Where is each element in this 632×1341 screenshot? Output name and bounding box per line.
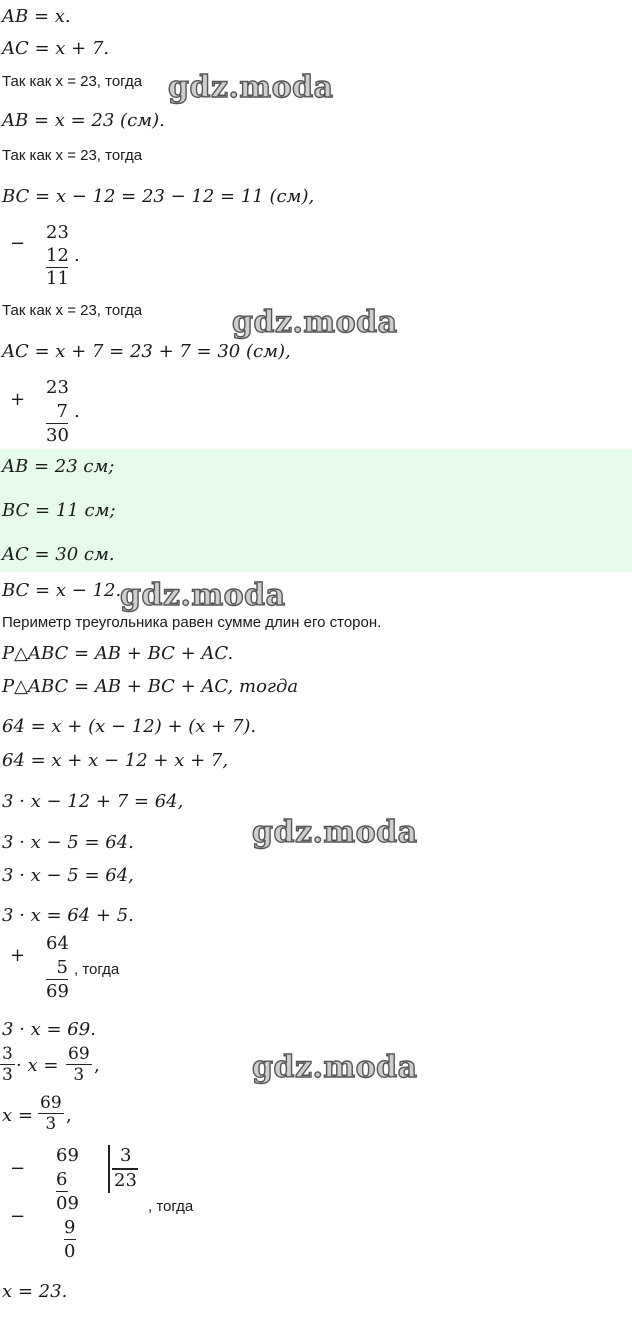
eq-3x-5-b: 3 · x − 5 = 64, [2,865,134,886]
fraction-69-3-a [66,1044,92,1085]
eq-3x-12-7: 3 · x − 12 + 7 = 64, [2,791,184,812]
eq-3x-64-5: 3 · x = 64 + 5. [2,905,134,926]
perimeter-formula: P△ABC = AB + BC + AC. [2,643,234,664]
watermark-logo: gdz.moda [252,1050,418,1085]
since-x-23-b: Так как x = 23, тогда [2,147,143,164]
division-tail: , тогда [148,1198,194,1215]
fraction-69-3-b [38,1093,64,1134]
eq-x-23: x = 23. [2,1281,68,1302]
calc1-minus: − [10,233,26,254]
answer-ab: AB = 23 см; [2,456,115,477]
calc1-tail: . [74,245,80,266]
calc2-b: 7 [46,401,68,424]
watermark-logo: gdz.moda [168,70,334,105]
eq-bc-x12: BC = x − 12. [2,580,122,601]
perimeter-statement: Периметр треугольника равен сумме длин его сторон. [2,614,382,631]
lead-fraction-den: 3 [2,1065,13,1085]
calc1-result: 11 [46,268,69,289]
fraction-a-tail: , [94,1055,100,1076]
division-quotient: 23 [114,1170,137,1191]
eq-ac-30: AC = x + 7 = 23 + 7 = 30 (см), [2,341,291,362]
answer-ac: AC = 30 см. [2,544,115,565]
division-remainder-1: 09 [56,1193,79,1214]
division-remainder-2: 0 [64,1241,76,1262]
calc1-a: 23 [46,222,69,243]
eq-3x-5-a: 3 · x − 5 = 64. [2,832,134,853]
lead-fraction-num: 3 [2,1044,13,1064]
calc3-b: 5 [46,957,68,980]
calc1-b: 12 [46,245,69,266]
since-x-23-c: Так как x = 23, тогда [2,302,143,319]
eq-3x-69: 3 · x = 69. [2,1019,96,1040]
division-minus-2: − [10,1206,26,1227]
fraction-b-tail: , [66,1105,72,1126]
calc3-tail: , тогда [74,961,120,978]
eq-64-sum: 64 = x + (x − 12) + (x + 7). [2,716,257,737]
fraction-b-den: 3 [45,1114,57,1134]
watermark-logo: gdz.moda [252,815,418,850]
watermark-logo: gdz.moda [232,305,398,340]
eq-frac-x: · x = [16,1055,59,1076]
calc2-a: 23 [46,377,69,398]
fraction-a-den: 3 [73,1065,85,1085]
division-minus-1: − [10,1158,26,1179]
division-divisor: 3 [120,1145,132,1166]
answer-bc: BC = 11 см; [2,500,116,521]
lead-fraction [0,1044,15,1085]
eq-64-expanded: 64 = x + x − 12 + x + 7, [2,750,229,771]
since-x-23-a: Так как x = 23, тогда [2,73,143,90]
calc3-plus: + [10,945,26,966]
calc2-result: 30 [46,425,69,446]
calc2-tail: . [74,401,80,422]
calc3-result: 69 [46,981,69,1002]
eq-ab-x: AB = x. [2,6,71,27]
eq-x-frac: x = [2,1105,33,1126]
fraction-b-num: 69 [40,1093,62,1113]
watermark-logo: gdz.moda [120,578,286,613]
division-sub-1: 6 [56,1169,68,1190]
division-sub-2: 9 [64,1217,76,1238]
eq-ac-x7: AC = x + 7. [2,38,110,59]
division-dividend: 69 [56,1145,79,1166]
calc3-a: 64 [46,933,69,954]
division-bracket-vertical [108,1145,110,1193]
calc2-plus: + [10,389,26,410]
fraction-a-num: 69 [68,1044,90,1064]
perimeter-formula-then: P△ABC = AB + BC + AC, тогда [2,676,299,697]
eq-ab-23: AB = x = 23 (см). [2,110,165,131]
eq-bc-11: BC = x − 12 = 23 − 12 = 11 (см), [2,186,315,207]
